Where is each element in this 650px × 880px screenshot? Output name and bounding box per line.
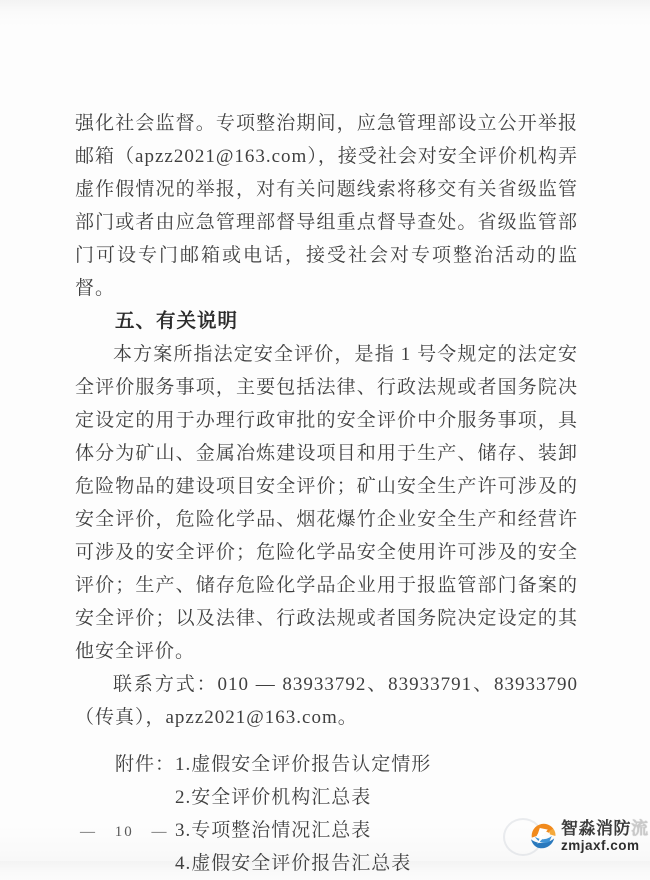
site-watermark (527, 820, 649, 853)
page-number: — 10 — (80, 824, 169, 840)
watermark-text (561, 820, 649, 853)
brand-name-main: 智淼消防 (561, 819, 631, 838)
attachments-first-row (75, 748, 578, 781)
attachments-label: 附件： (115, 754, 176, 775)
attachment-item: 1.虚假安全评价报告认定情形 (175, 754, 432, 775)
paragraph-continuation: 强化社会监督。专项整治期间，应急管理部设立公开举报邮箱（apzz2021@163.com），接受社会对安全评价机构弄虚作假情况的举报，对有关问题线索将移交有关省级监管部门或者由应急管理部督导组重点督导查处。省级监管部门可设专门邮箱或电话，接受社会对专项整治活动的监督。 (75, 113, 578, 299)
section-body-paragraph: 本方案所指法定安全评价，是指 1 号令规定的法定安全评价服务事项，主要包括法律、行政法规或者国务院决定设定的用于办理行政审批的安全评价中介服务事项，具体分为矿山、金属冶炼建设项目和用于生产、储存、装卸危险物品的建设项目安全评价；矿山安全生产许可涉及的安全评价，危险化学品、烟花爆竹企业安全生产和经营许可涉及的安全评价；危险化学品安全使用许可涉及的安全评价；生产、储存危险化学品企业用于报监管部门备案的安全评价；以及法律、行政法规或者国务院决定设定的其他安全评价。 (75, 344, 578, 662)
brand-logo-icon (527, 820, 559, 852)
attachment-item: 3.专项整治情况汇总表 (175, 820, 372, 841)
brand-name (561, 820, 649, 837)
section-heading: 五、有关说明 (115, 310, 239, 332)
brand-url: zmjaxf.com (561, 838, 640, 853)
attachments-block (75, 748, 578, 880)
brand-name-suffix: 流 (631, 819, 649, 838)
attachment-item: 4.虚假安全评价报告汇总表 (175, 853, 412, 874)
document-body (75, 107, 578, 880)
contact-paragraph: 联系方式：010 — 83933792、83933791、83933790（传真），apzz2021@163.com。 (75, 674, 578, 728)
attachment-item: 2.安全评价机构汇总表 (175, 787, 372, 808)
